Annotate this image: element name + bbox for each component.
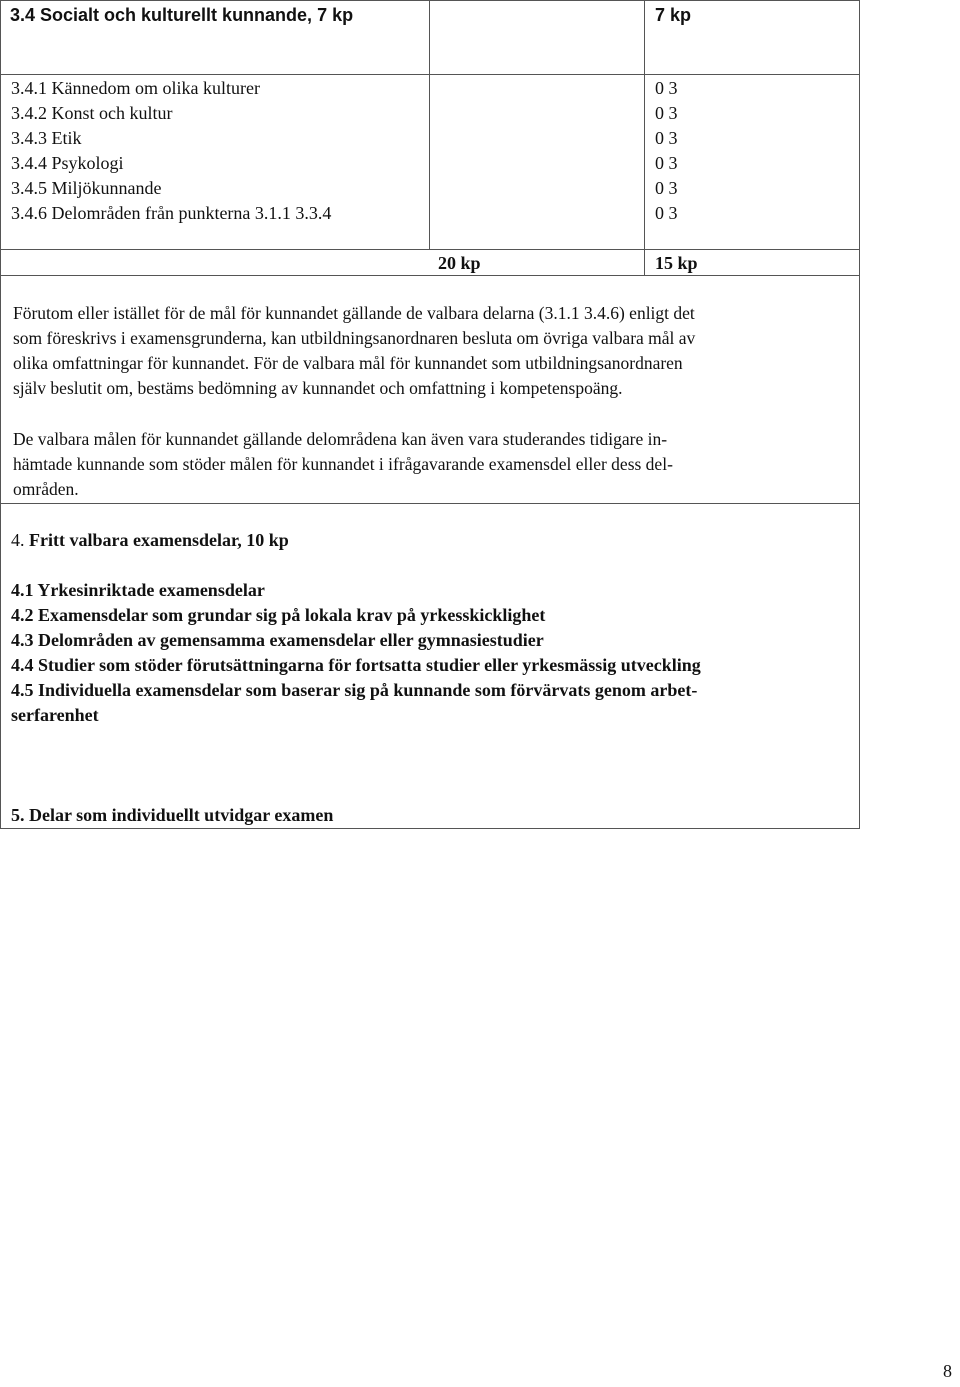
- section-heading: 3.4 Socialt och kulturellt kunnande, 7 kp: [10, 5, 354, 25]
- paragraph-line: Förutom eller istället för de mål för kunnandet gällande de valbara delarna (3.1.1 3.4.6) enligt det: [13, 303, 695, 323]
- range-value: 0 3: [655, 153, 678, 173]
- list-item: 3.4.4 Psykologi: [11, 153, 124, 173]
- section4-list: [11, 578, 701, 728]
- list-item: 3.4.5 Miljökunnande: [11, 178, 162, 198]
- paragraph-1: [13, 301, 695, 401]
- list-item: 4.4 Studier som stöder förutsättningarna för fortsatta studier eller yrkesmässig utveckling: [11, 655, 701, 675]
- list-item: serfarenhet: [11, 705, 99, 725]
- paragraph-line: olika omfattningar för kunnandet. För de valbara mål för kunnandet som utbildningsanordnaren: [13, 353, 683, 373]
- range-value: 0 3: [655, 78, 678, 98]
- total-right: 15 kp: [655, 253, 698, 273]
- page-number: 8: [943, 1361, 952, 1381]
- section-kp: 7 kp: [655, 5, 692, 25]
- paragraph-line: hämtade kunnande som stöder målen för kunnandet i ifrågavarande examensdel eller dess del-: [13, 454, 673, 474]
- list-item: 3.4.3 Etik: [11, 128, 82, 148]
- section4-heading: [11, 528, 289, 552]
- total-left: 20 kp: [438, 253, 481, 273]
- section4-number: 4.: [11, 530, 25, 550]
- range-value: 0 3: [655, 103, 678, 123]
- table-header-mid-cell: [429, 0, 645, 75]
- list-item: 4.5 Individuella examensdelar som baserar sig på kunnande som förvärvats genom arbet-: [11, 680, 698, 700]
- item-list: [11, 76, 331, 226]
- section5-heading: 5. Delar som individuellt utvidgar examen: [11, 805, 334, 825]
- list-item: 3.4.2 Konst och kultur: [11, 103, 173, 123]
- range-value: 0 3: [655, 178, 678, 198]
- section4-title: Fritt valbara examensdelar, 10 kp: [29, 530, 289, 550]
- range-list: [655, 76, 678, 226]
- list-item: 4.3 Delområden av gemensamma examensdelar eller gymnasiestudier: [11, 630, 544, 650]
- paragraph-2: [13, 427, 673, 502]
- list-item: 3.4.1 Kännedom om olika kulturer: [11, 78, 260, 98]
- paragraph-line: som föreskrivs i examensgrunderna, kan utbildningsanordnaren besluta om övriga valbara mål av: [13, 328, 696, 348]
- range-value: 0 3: [655, 128, 678, 148]
- paragraph-line: områden.: [13, 479, 79, 499]
- list-item: 4.2 Examensdelar som grundar sig på lokala krav på yrkesskicklighet: [11, 605, 546, 625]
- paragraph-line: själv beslutit om, bestäms bedömning av kunnandet och omfattning i kompetenspoäng.: [13, 378, 623, 398]
- table-total-left-cell: [0, 249, 645, 276]
- paragraph-line: De valbara målen för kunnandet gällande delområdena kan även vara studerandes tidigare in-: [13, 429, 668, 449]
- table-body-mid-cell: [429, 74, 645, 250]
- range-value: 0 3: [655, 203, 678, 223]
- list-item: 3.4.6 Delområden från punkterna 3.1.1 3.3.4: [11, 203, 332, 223]
- list-item: 4.1 Yrkesinriktade examensdelar: [11, 580, 265, 600]
